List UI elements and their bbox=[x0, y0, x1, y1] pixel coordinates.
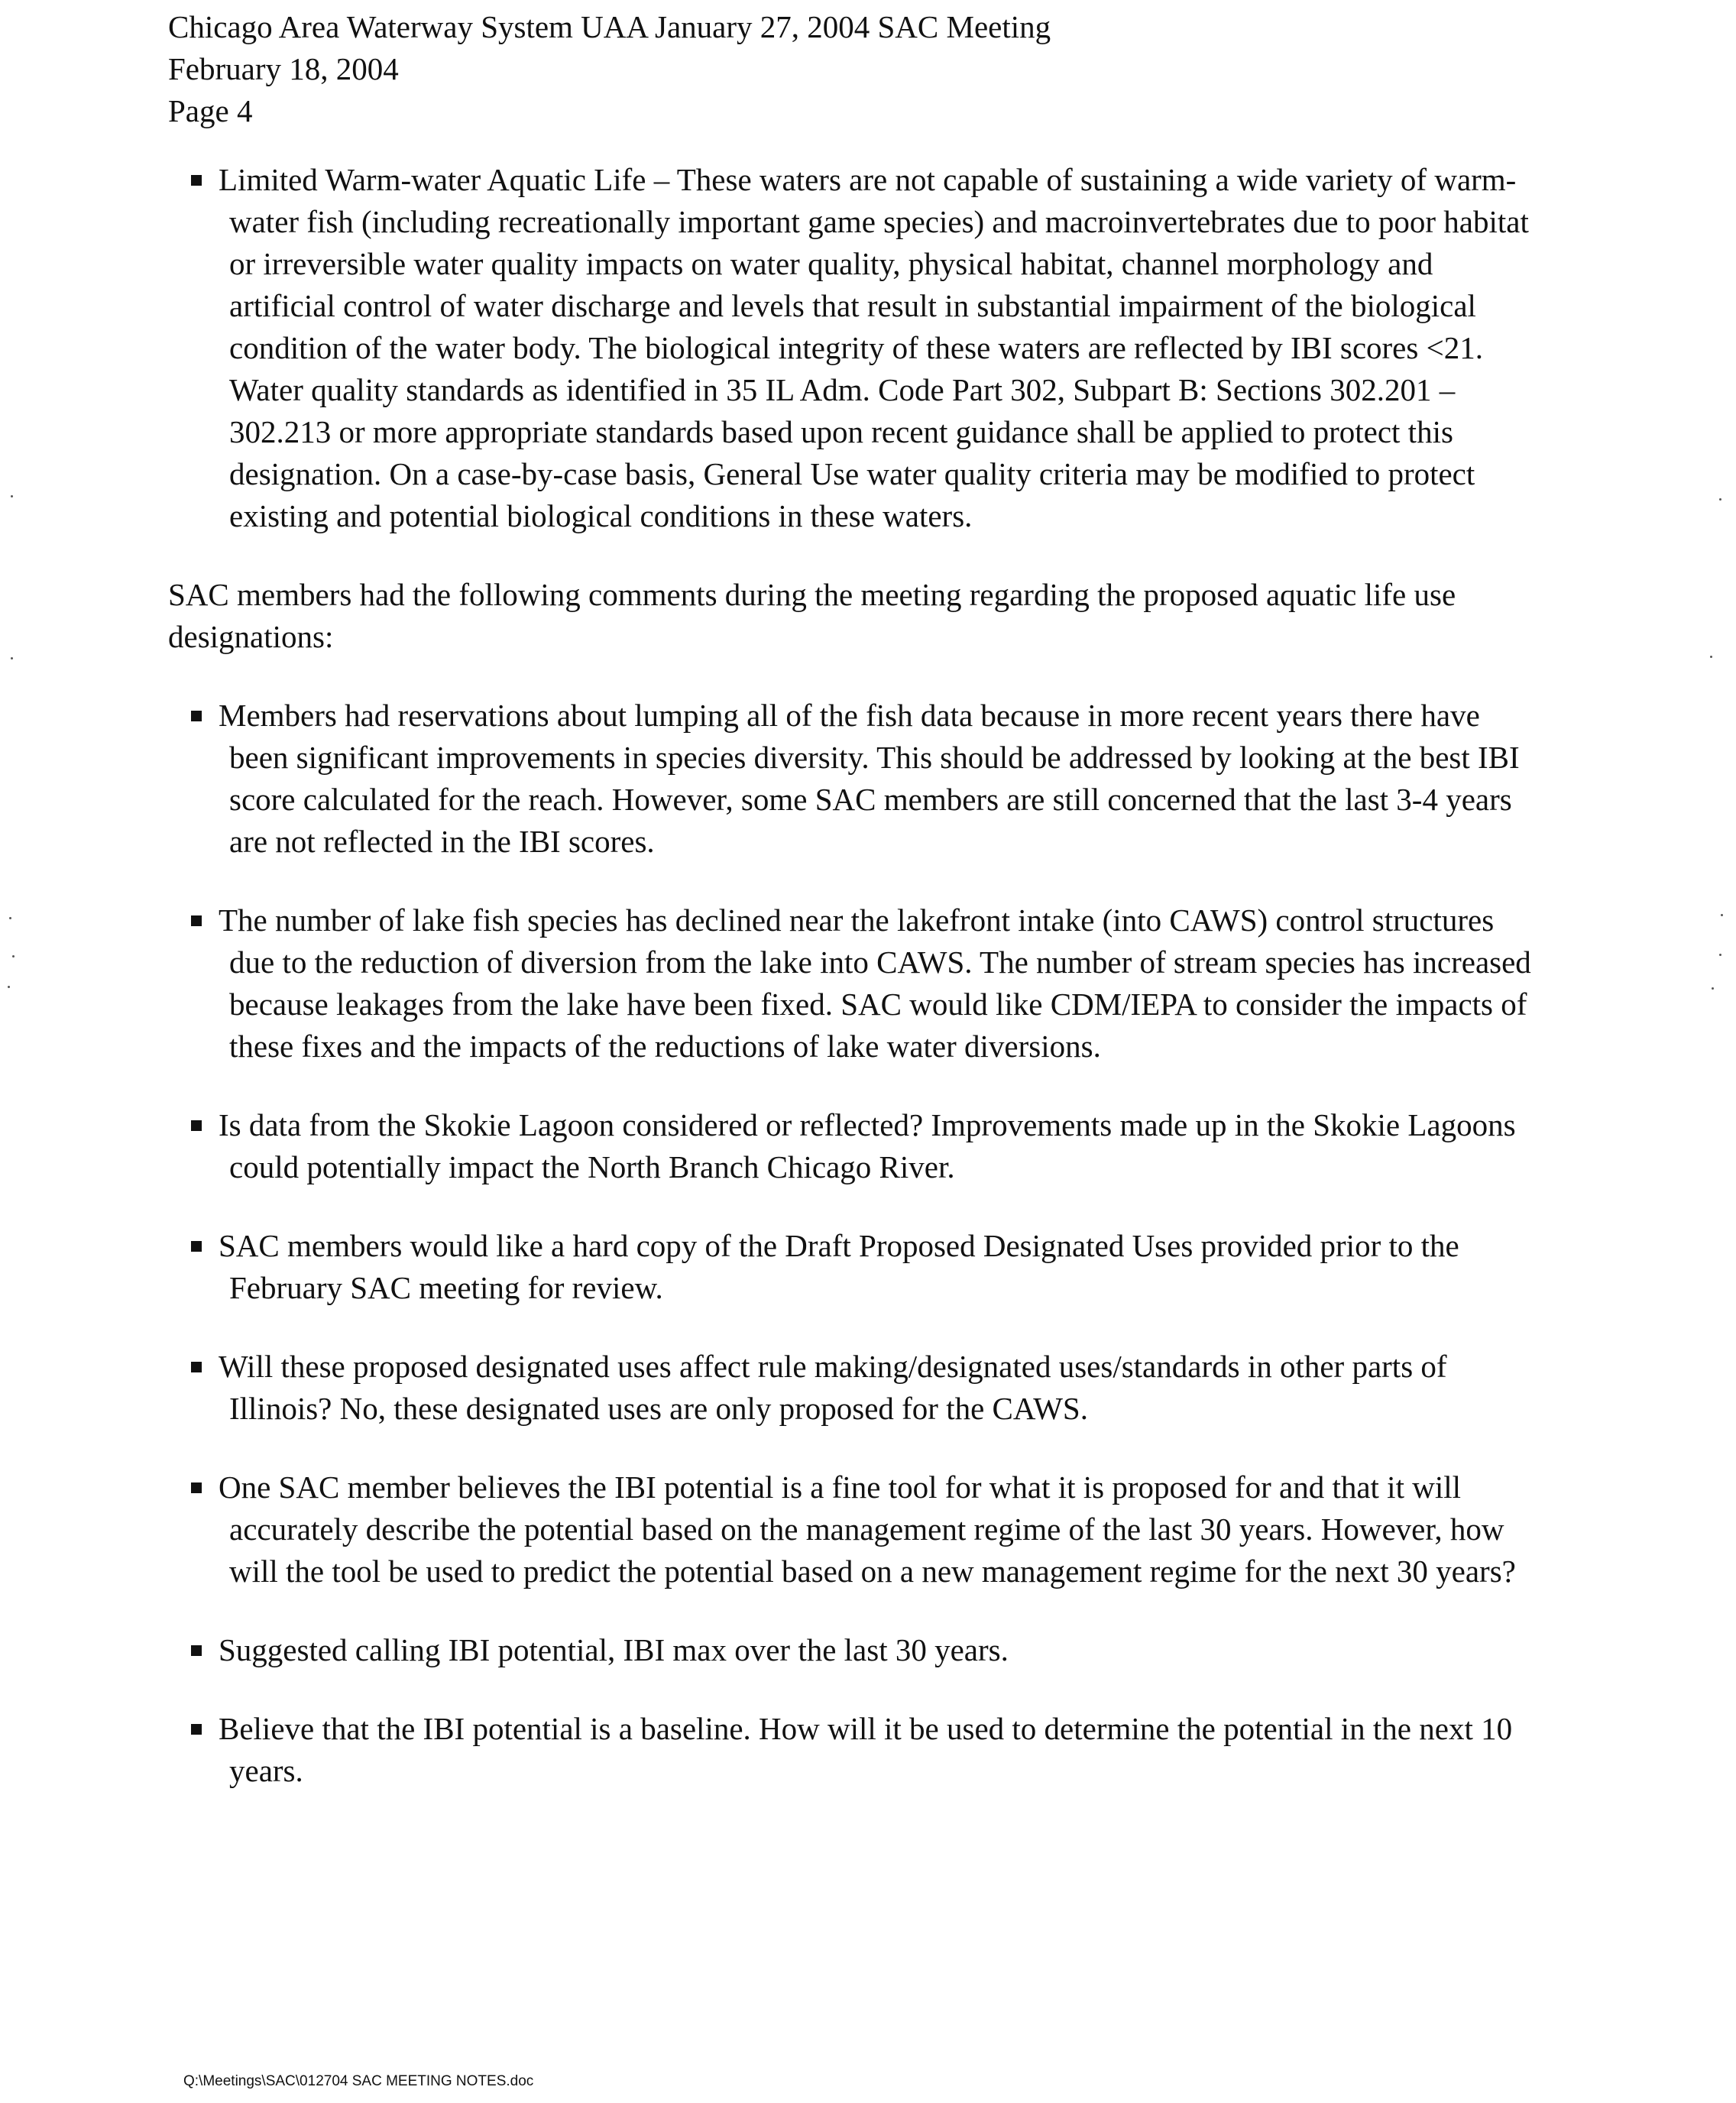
bullet-icon bbox=[191, 1724, 202, 1735]
comment-item bbox=[168, 1466, 1543, 1593]
comment-text: Suggested calling IBI potential, IBI max over the last 30 years. bbox=[219, 1632, 1009, 1667]
bullet-icon bbox=[191, 711, 202, 721]
comment-text: Will these proposed designated uses affect rule making/designated uses/standards in other parts of Illinois? No, these designated uses are only proposed for the CAWS. bbox=[219, 1349, 1447, 1426]
comment-item bbox=[168, 1346, 1543, 1430]
bullet-icon bbox=[191, 1645, 202, 1656]
comment-item bbox=[168, 1225, 1543, 1309]
bullet-icon bbox=[191, 175, 202, 186]
scan-speck bbox=[11, 495, 13, 497]
comment-item bbox=[168, 1708, 1543, 1792]
scan-speck bbox=[9, 917, 11, 919]
comment-item bbox=[168, 899, 1543, 1068]
comment-text: One SAC member believes the IBI potential is a fine tool for what it is proposed for and that it will accurately describe the potential based on the management regime of the last 30 years. However, how will the tool be used to predict the potential based on a new management regime for the next 30 years? bbox=[219, 1470, 1516, 1589]
document-body bbox=[168, 159, 1543, 1829]
header-title: Chicago Area Waterway System UAA January 27, 2004 SAC Meeting bbox=[168, 9, 1051, 44]
comment-item bbox=[168, 1629, 1543, 1671]
bullet-icon bbox=[191, 1482, 202, 1493]
list-item-limited-warm-water bbox=[168, 159, 1543, 537]
comment-text: Believe that the IBI potential is a baseline. How will it be used to determine the potential in the next 10 years. bbox=[219, 1711, 1513, 1788]
footer-file-path: Q:\Meetings\SAC\012704 SAC MEETING NOTES.doc bbox=[183, 2073, 534, 2089]
scan-speck bbox=[1712, 987, 1714, 990]
bullet-icon bbox=[191, 1241, 202, 1252]
comment-text: SAC members would like a hard copy of the Draft Proposed Designated Uses provided prior to the February SAC meeting for review. bbox=[219, 1228, 1459, 1305]
header-page-number: Page 4 bbox=[168, 93, 253, 128]
scan-speck bbox=[1710, 656, 1712, 658]
scan-speck bbox=[11, 657, 13, 659]
page-header bbox=[168, 6, 1051, 132]
scan-speck bbox=[1719, 498, 1721, 501]
scan-speck bbox=[1721, 914, 1723, 916]
bullet-icon bbox=[191, 915, 202, 926]
intro-paragraph: SAC members had the following comments during the meeting regarding the proposed aquatic life use designations: bbox=[168, 577, 1456, 654]
header-date: February 18, 2004 bbox=[168, 51, 399, 86]
comment-item bbox=[168, 1104, 1543, 1188]
list-item-text: Limited Warm-water Aquatic Life – These waters are not capable of sustaining a wide variety of warm-water fish (including recreationally important game species) and macroinvertebrates due to poor habitat or irreversible water quality impacts on water quality, physical habitat, channel morphology and artificial control of water discharge and levels that result in substantial impairment of the biological condition of the water body. The biological integrity of these waters are reflected by IBI scores <21. Water quality standards as identified in 35 IL Adm. Code Part 302, Subpart B: Sections 302.201 – 302.213 or more appropriate standards based upon recent guidance shall be applied to protect this designation. On a case-by-case basis, General Use water quality criteria may be modified to protect existing and potential biological conditions in these waters. bbox=[219, 162, 1529, 533]
comment-text: Members had reservations about lumping all of the fish data because in more recent years there have been significant improvements in species diversity. This should be addressed by looking at the best IBI score calculated for the reach. However, some SAC members are still concerned that the last 3-4 years are not reflected in the IBI scores. bbox=[219, 698, 1520, 859]
comment-item bbox=[168, 695, 1543, 863]
bullet-icon bbox=[191, 1120, 202, 1131]
comment-text: Is data from the Skokie Lagoon considered or reflected? Improvements made up in the Skokie Lagoons could potentially impact the North Branch Chicago River. bbox=[219, 1107, 1516, 1184]
scan-speck bbox=[1719, 954, 1721, 956]
comment-text: The number of lake fish species has declined near the lakefront intake (into CAWS) control structures due to the reduction of diversion from the lake into CAWS. The number of stream species has increased because leakages from the lake have been fixed. SAC would like CDM/IEPA to consider the impacts of these fixes and the impacts of the reductions of lake water diversions. bbox=[219, 902, 1531, 1064]
scan-speck bbox=[12, 955, 15, 958]
scan-speck bbox=[8, 986, 10, 988]
bullet-icon bbox=[191, 1362, 202, 1372]
